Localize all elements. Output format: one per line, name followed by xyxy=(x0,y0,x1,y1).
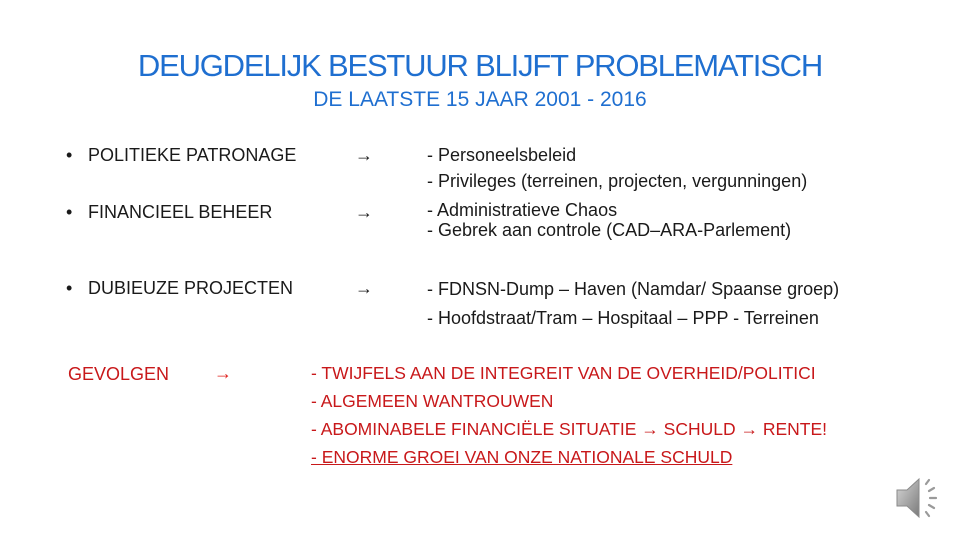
detail-line: - Personeelsbeleid xyxy=(427,145,577,165)
bullet-label: FINANCIEEL BEHEER xyxy=(88,202,273,222)
detail-line: - Hoofdstraat/Tram – Hospitaal – PPP - Terreinen xyxy=(427,308,819,328)
gevolg-line: - ENORME GROEI VAN ONZE NATIONALE SCHULD xyxy=(311,447,733,467)
arrow-row-1: → xyxy=(355,145,373,165)
bullet-financieel-beheer: • FINANCIEEL BEHEER xyxy=(66,202,273,222)
bullet-label: POLITIEKE PATRONAGE xyxy=(88,145,297,165)
detail-line: - Administratieve Chaos xyxy=(427,200,618,220)
speaker-icon[interactable] xyxy=(893,473,943,523)
bullet-politieke-patronage: • POLITIEKE PATRONAGE xyxy=(66,145,297,165)
detail-line: - Gebrek aan controle (CAD–ARA-Parlement) xyxy=(427,220,792,240)
gevolgen-arrow: → xyxy=(214,363,232,383)
detail-line: - FDNSN-Dump – Haven (Namdar/ Spaanse groep) xyxy=(427,279,840,299)
gevolg-line: - ABOMINABELE FINANCIËLE SITUATIE → SCHULD → RENTE! xyxy=(311,419,828,439)
slide-title: DEUGDELIJK BESTUUR BLIJFT PROBLEMATISCH xyxy=(137,48,823,83)
slide-subtitle: DE LAATSTE 15 JAAR 2001 - 2016 xyxy=(313,88,647,111)
details-row-2 xyxy=(427,200,791,240)
gevolgen-list xyxy=(311,359,827,471)
gevolgen-label: GEVOLGEN xyxy=(68,364,170,384)
arrow-row-2: → xyxy=(355,202,373,222)
bullet-dubieuze-projecten: • DUBIEUZE PROJECTEN xyxy=(66,278,294,298)
gevolg-line: - ALGEMEEN WANTROUWEN xyxy=(311,391,554,411)
bullet-label: DUBIEUZE PROJECTEN xyxy=(88,278,294,298)
gevolg-line: - TWIJFELS AAN DE INTEGREIT VAN DE OVERHEID/POLITICI xyxy=(311,363,816,383)
detail-line: - Privileges (terreinen, projecten, vergunningen) xyxy=(427,171,808,191)
details-row-3 xyxy=(427,275,839,333)
arrow-row-3: → xyxy=(355,278,373,298)
details-row-1 xyxy=(427,142,807,194)
